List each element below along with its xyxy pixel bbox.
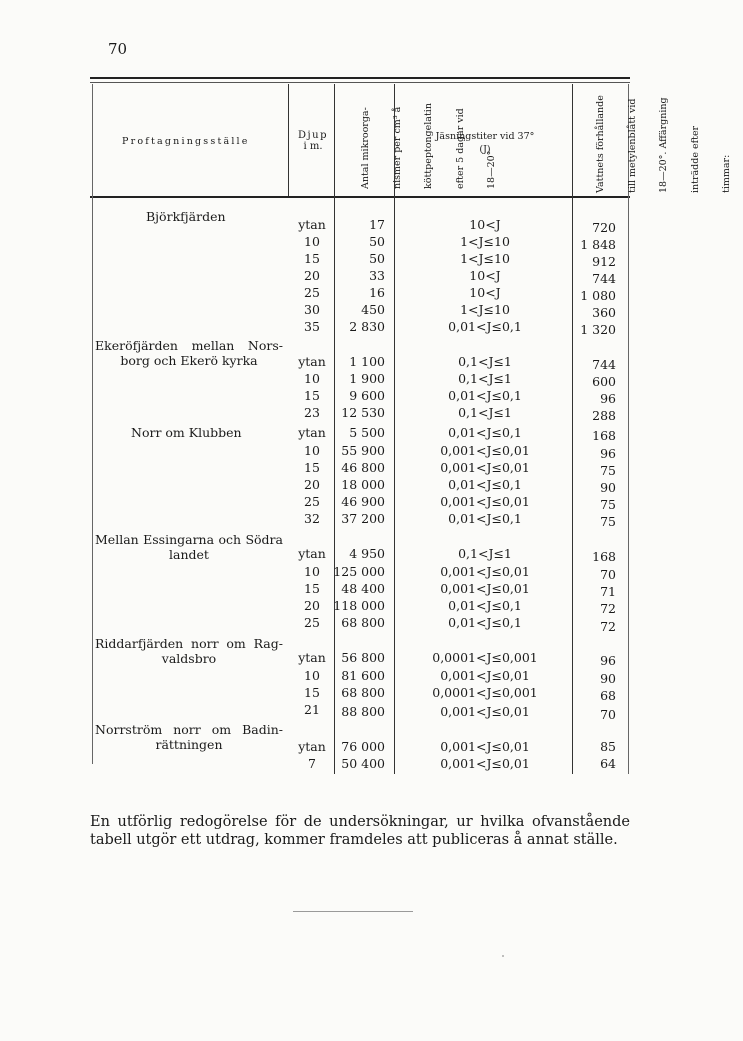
- header-hours-line3: 18—20°. Affärgning: [658, 97, 669, 193]
- hours-cell: 168: [592, 549, 616, 564]
- fermentation-cell: 0,0001<J≤0,001: [432, 650, 538, 665]
- header-bottom-rule: [90, 196, 630, 198]
- count-cell: 46 800: [341, 460, 385, 475]
- location-line: valdsbro: [161, 651, 217, 666]
- depth-cell: ytan: [298, 217, 326, 232]
- header-hours: [575, 95, 743, 193]
- count-cell: 118 000: [333, 598, 385, 613]
- hours-cell: 68: [600, 688, 616, 703]
- depth-cell: 25: [304, 615, 320, 630]
- depth-cell: 7: [308, 756, 316, 771]
- hours-cell: 72: [600, 601, 616, 616]
- header-depth-line1: Djup: [298, 130, 328, 141]
- location-line: Riddarfjärden norr om Rag-: [95, 636, 283, 651]
- depth-cell: 15: [304, 685, 320, 700]
- count-cell: 16: [369, 285, 385, 300]
- header-depth: [294, 130, 332, 152]
- count-cell: 50 400: [341, 756, 385, 771]
- depth-cell: 15: [304, 251, 320, 266]
- column-divider-location: [288, 84, 289, 196]
- header-fermentation: [400, 131, 570, 155]
- depth-cell: 15: [304, 581, 320, 596]
- fermentation-cell: 10<J: [469, 217, 501, 232]
- depth-cell: 20: [304, 598, 320, 613]
- header-count-line1: Antal mikroorga-: [360, 107, 371, 189]
- count-cell: 17: [369, 217, 385, 232]
- hours-cell: 90: [600, 480, 616, 495]
- depth-cell: 25: [304, 285, 320, 300]
- depth-cell: 10: [304, 234, 320, 249]
- top-rule-thin: [90, 82, 630, 83]
- count-cell: 2 830: [349, 319, 385, 334]
- header-hours-line2: till metylenblått vid: [626, 98, 638, 193]
- hours-cell: 90: [600, 671, 616, 686]
- fermentation-cell: 0,1<J≤1: [458, 546, 512, 561]
- fermentation-cell: 0,1<J≤1: [458, 405, 512, 420]
- count-cell: 125 000: [333, 564, 385, 579]
- header-count-line4: efter 5 dagar vid: [454, 108, 466, 189]
- depth-cell: ytan: [298, 650, 326, 665]
- count-cell: 9 600: [349, 388, 385, 403]
- depth-cell: 10: [304, 564, 320, 579]
- header-hours-line4: inträdde efter: [689, 125, 701, 193]
- hours-cell: 75: [600, 497, 616, 512]
- hours-cell: 600: [592, 374, 616, 389]
- fermentation-cell: 0,01<J≤0,1: [448, 319, 522, 334]
- count-cell: 37 200: [341, 511, 385, 526]
- fermentation-cell: 0,0001<J≤0,001: [432, 685, 538, 700]
- fermentation-cell: 0,01<J≤0,1: [448, 511, 522, 526]
- hours-cell: 288: [592, 408, 616, 423]
- hours-cell: 70: [600, 567, 616, 582]
- fermentation-cell: 10<J: [469, 268, 501, 283]
- location-label: [146, 209, 226, 224]
- location-line: Norr om Klubben: [131, 425, 242, 440]
- depth-cell: 21: [304, 702, 320, 717]
- fermentation-cell: 0,001<J≤0,01: [440, 756, 530, 771]
- header-hours-line5: timmar:: [721, 154, 732, 193]
- fermentation-cell: 0,001<J≤0,01: [440, 494, 530, 509]
- depth-cell: 15: [304, 388, 320, 403]
- hours-cell: 96: [600, 653, 616, 668]
- depth-cell: 20: [304, 268, 320, 283]
- count-cell: 68 800: [341, 615, 385, 630]
- depth-cell: 32: [304, 511, 320, 526]
- hours-cell: 360: [592, 305, 616, 320]
- hours-cell: 912: [592, 254, 616, 269]
- hours-cell: 744: [592, 357, 616, 372]
- fermentation-cell: 0,01<J≤0,1: [448, 388, 522, 403]
- hours-cell: 96: [600, 391, 616, 406]
- count-cell: 48 400: [341, 581, 385, 596]
- header-count-line2: nismer per cm³ å: [391, 106, 403, 189]
- location-label: [95, 532, 283, 562]
- top-rule: [90, 77, 630, 79]
- depth-cell: 25: [304, 494, 320, 509]
- location-line: Ekeröfjärden mellan Nors-: [95, 338, 283, 353]
- depth-cell: 23: [304, 405, 320, 420]
- fermentation-cell: 0,001<J≤0,01: [440, 460, 530, 475]
- header-fermentation-line1: Jäsningstiter vid 37°: [435, 131, 535, 142]
- depth-cell: 30: [304, 302, 320, 317]
- hours-cell: 1 320: [580, 322, 616, 337]
- hours-cell: 720: [592, 220, 616, 235]
- hours-cell: 1 080: [580, 288, 616, 303]
- fermentation-cell: 0,01<J≤0,1: [448, 598, 522, 613]
- header-count-line3: köttpeptongelatin: [423, 103, 434, 189]
- count-cell: 76 000: [341, 739, 385, 754]
- page-number: 70: [108, 40, 128, 58]
- count-cell: 81 600: [341, 668, 385, 683]
- fermentation-cell: 10<J: [469, 285, 501, 300]
- hours-cell: 1 848: [580, 237, 616, 252]
- depth-cell: 15: [304, 460, 320, 475]
- fermentation-cell: 0,001<J≤0,01: [440, 564, 530, 579]
- count-cell: 55 900: [341, 443, 385, 458]
- depth-cell: ytan: [298, 354, 326, 369]
- location-line: borg och Ekerö kyrka: [120, 353, 258, 368]
- hours-cell: 75: [600, 514, 616, 529]
- fermentation-cell: 0,001<J≤0,01: [440, 704, 530, 719]
- depth-cell: 20: [304, 477, 320, 492]
- fermentation-cell: 0,01<J≤0,1: [448, 615, 522, 630]
- header-fermentation-line2: (J): [479, 144, 491, 155]
- hours-cell: 72: [600, 619, 616, 634]
- fermentation-cell: 0,001<J≤0,01: [440, 443, 530, 458]
- count-cell: 5 500: [349, 425, 385, 440]
- location-label: [131, 425, 242, 440]
- location-label: [95, 722, 283, 752]
- fermentation-cell: 0,001<J≤0,01: [440, 668, 530, 683]
- count-cell: 4 950: [349, 546, 385, 561]
- hours-cell: 744: [592, 271, 616, 286]
- location-line: Björkfjärden: [146, 209, 226, 224]
- hours-cell: 85: [600, 739, 616, 754]
- hours-cell: 96: [600, 446, 616, 461]
- depth-cell: ytan: [298, 546, 326, 561]
- header-location: Proftagningsställe: [122, 136, 250, 147]
- count-cell: 1 100: [349, 354, 385, 369]
- end-rule: [293, 911, 413, 912]
- hours-cell: 71: [600, 584, 616, 599]
- hours-cell: 168: [592, 428, 616, 443]
- fermentation-cell: 1<J≤10: [460, 251, 510, 266]
- header-count-line5: 18—20°: [486, 150, 497, 189]
- hours-cell: 70: [600, 707, 616, 722]
- depth-cell: ytan: [298, 425, 326, 440]
- location-line: Mellan Essingarna och Södra: [95, 532, 283, 547]
- depth-cell: 10: [304, 443, 320, 458]
- fermentation-cell: 0,001<J≤0,01: [440, 581, 530, 596]
- count-cell: 50: [369, 234, 385, 249]
- fermentation-cell: 0,1<J≤1: [458, 371, 512, 386]
- count-cell: 450: [361, 302, 385, 317]
- count-cell: 46 900: [341, 494, 385, 509]
- count-cell: 33: [369, 268, 385, 283]
- depth-cell: ytan: [298, 739, 326, 754]
- left-border: [92, 84, 93, 764]
- footer-paragraph: En utförlig redogörelse för de undersökningar, ur hvilka ofvanstående tabell utgör ett utdrag, kommer framdeles att publiceras å annat ställe.: [90, 814, 630, 848]
- count-cell: 18 000: [341, 477, 385, 492]
- location-line: rättningen: [155, 737, 223, 752]
- count-cell: 88 800: [341, 704, 385, 719]
- scan-speck: [502, 955, 504, 957]
- depth-cell: 10: [304, 371, 320, 386]
- hours-cell: 64: [600, 756, 616, 771]
- fermentation-cell: 0,01<J≤0,1: [448, 477, 522, 492]
- count-cell: 12 530: [341, 405, 385, 420]
- fermentation-cell: 1<J≤10: [460, 234, 510, 249]
- fermentation-cell: 0,001<J≤0,01: [440, 739, 530, 754]
- depth-cell: 35: [304, 319, 320, 334]
- depth-cell: 10: [304, 668, 320, 683]
- location-line: Norrström norr om Badin-: [95, 722, 283, 737]
- location-line: landet: [169, 547, 209, 562]
- location-label: [95, 636, 283, 666]
- count-cell: 56 800: [341, 650, 385, 665]
- location-label: [95, 338, 283, 368]
- fermentation-cell: 0,1<J≤1: [458, 354, 512, 369]
- header-hours-line1: Vattnets förhållande: [595, 95, 606, 193]
- count-cell: 1 900: [349, 371, 385, 386]
- header-depth-line2: i m.: [303, 141, 323, 152]
- fermentation-cell: 0,01<J≤0,1: [448, 425, 522, 440]
- fermentation-cell: 1<J≤10: [460, 302, 510, 317]
- count-cell: 68 800: [341, 685, 385, 700]
- hours-cell: 75: [600, 463, 616, 478]
- count-cell: 50: [369, 251, 385, 266]
